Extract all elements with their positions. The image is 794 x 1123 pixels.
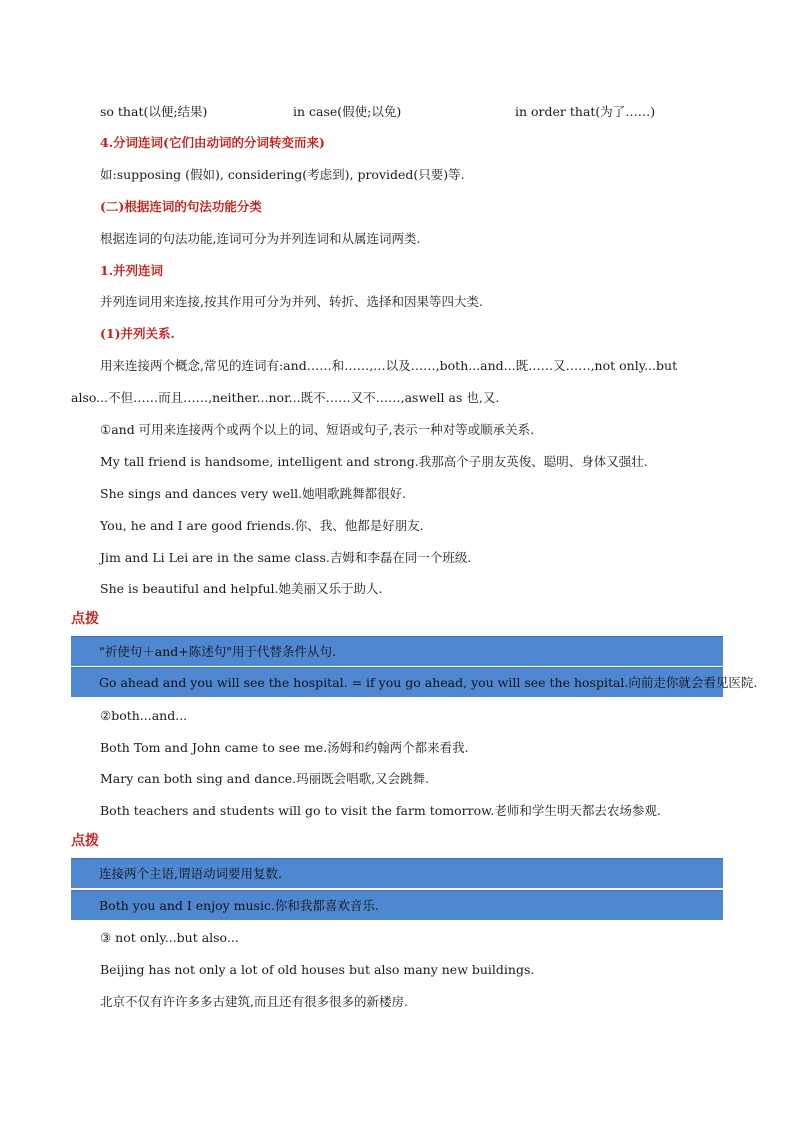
- example-sentence: Both teachers and students will go to visit the farm tomorrow.老师和学生明天都去农场参观.: [100, 803, 661, 818]
- conjunction-examples-row: [100, 103, 700, 121]
- note-label: 点拨: [71, 611, 99, 627]
- example-sentence: Beijing has not only a lot of old houses but also many new buildings.: [100, 962, 535, 977]
- section-heading-coordinating: 1.并列连词: [100, 263, 164, 278]
- not-only-heading: ③ not only...but also...: [100, 930, 239, 945]
- note-band: [71, 890, 723, 920]
- both-and-heading: ②both...and...: [100, 708, 188, 723]
- example-translation: 北京不仅有许许多多古建筑,而且还有很多很多的新楼房.: [100, 994, 408, 1009]
- paragraph-parallel-line1: 用来连接两个概念,常见的连词有:and……和……,…以及……,both...and...既……又……,not only...but: [100, 358, 678, 373]
- example-sentence: Both Tom and John came to see me.汤姆和约翰两个都来看我.: [100, 740, 469, 755]
- note-band-text: Both you and I enjoy music.你和我都喜欢音乐.: [99, 898, 379, 913]
- note-label: 点拨: [71, 833, 99, 849]
- paragraph-coordinating: 并列连词用来连接,按其作用可分为并列、转折、选择和因果等四大类.: [100, 294, 483, 309]
- note-band: [71, 858, 723, 888]
- and-usage-text: ①and 可用来连接两个或两个以上的词、短语或句子,表示一种对等或顺承关系.: [100, 422, 535, 437]
- example-sentence: Mary can both sing and dance.玛丽既会唱歌,又会跳舞.: [100, 771, 430, 786]
- section-heading-syntactic-function: (二)根据连词的句法功能分类: [100, 199, 262, 214]
- example-sentence: Jim and Li Lei are in the same class.吉姆和李磊在同一个班级.: [100, 550, 472, 565]
- note-band: [71, 636, 723, 666]
- participle-examples: 如:supposing (假如), considering(考虑到), provided(只要)等.: [100, 167, 465, 182]
- so-that-text: so that(以便;结果): [100, 104, 208, 119]
- note-band-text: 连接两个主语,谓语动词要用复数.: [99, 866, 282, 881]
- example-sentence: She is beautiful and helpful.她美丽又乐于助人.: [100, 581, 383, 596]
- section-heading-participle-conjunctions: 4.分词连词(它们由动词的分词转变而来): [100, 135, 325, 150]
- in-case-text: in case(假使;以免): [293, 104, 402, 119]
- paragraph-classification: 根据连词的句法功能,连词可分为并列连词和从属连词两类.: [100, 231, 421, 246]
- note-band-text: "祈使句＋and+陈述句"用于代替条件从句.: [99, 644, 336, 659]
- note-band: [71, 667, 758, 697]
- in-order-that-text: in order that(为了……): [515, 104, 656, 119]
- example-sentence: You, he and I are good friends.你、我、他都是好朋友.: [100, 518, 424, 533]
- example-sentence: My tall friend is handsome, intelligent and strong.我那高个子朋友英俊、聪明、身体又强壮.: [100, 454, 648, 469]
- section-heading-parallel: (1)并列关系.: [100, 326, 175, 341]
- example-sentence: She sings and dances very well.她唱歌跳舞都很好.: [100, 486, 407, 501]
- paragraph-parallel-line2: also...不但……而且……,neither...nor...既不……又不……,aswell as 也,又.: [71, 390, 500, 405]
- note-band-text: Go ahead and you will see the hospital. = if you go ahead, you will see the hospital.向前走你就会看见医院.: [99, 675, 758, 690]
